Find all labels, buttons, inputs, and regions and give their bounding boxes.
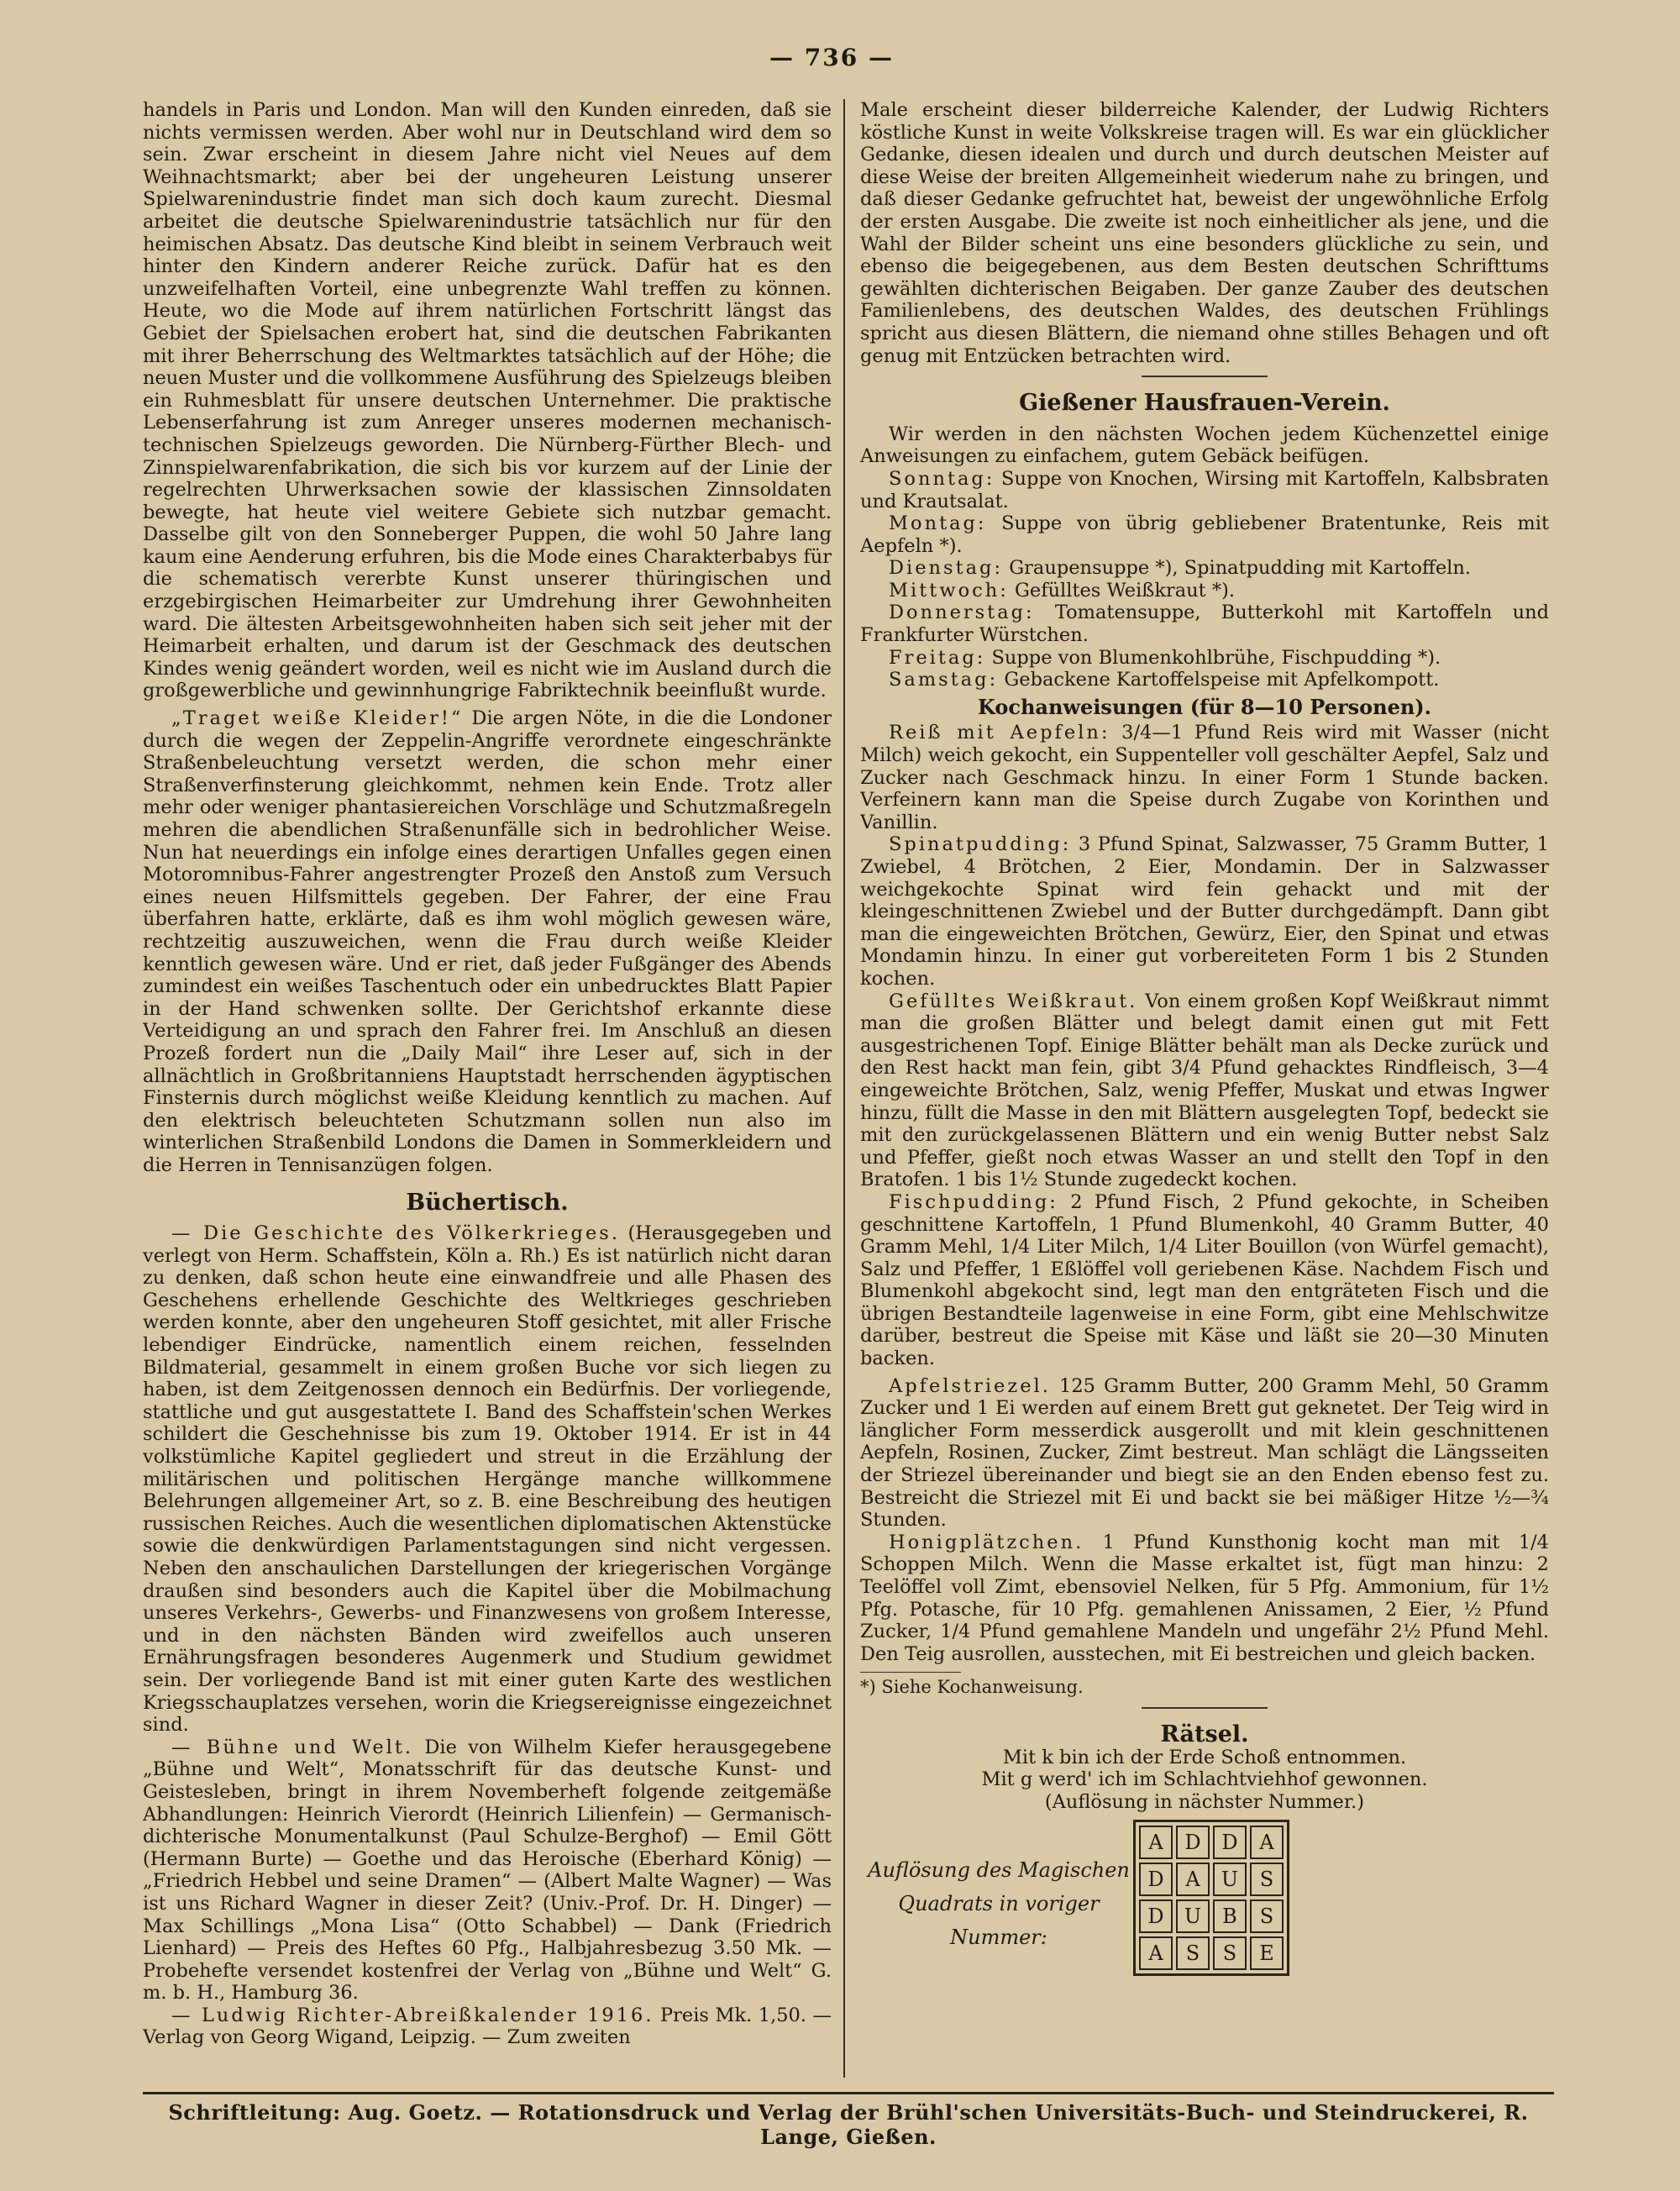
grid-cell: B [1213, 1899, 1247, 1933]
recipe-text: 2 Pfund Fisch, 2 Pfund gekochte, in Scheiben geschnittene Kartoffeln, 1 Pfund Blumenkohl, 40 Gramm Butter, 40 Gramm Mehl, 1/4 Liter Milch, 1/4 Liter Bouillon (von Würfel gemacht), Salz und Pfeffer, 1 Eßlöffel voll geriebenen Käse. Nachdem Fisch und Blumenkohl abgekocht sind, legt man den entgräteten Fisch und die übrigen Bestandteile lagenweise in eine Form, gibt eine Mehlschwitze darüber, bestreut die Speise mit Käse und läßt sie 20—30 Minuten backen. [860, 1190, 1549, 1370]
menu-day: Freitag: [889, 646, 986, 669]
recipe-text: 3 Pfund Spinat, Salzwasser, 75 Gramm Butter, 1 Zwiebel, 4 Brötchen, 2 Eier, Mondamin. Der in Salzwasser weichgekochte Spinat wird fein gehackt und mit der kleingeschnittenen Zwiebel und der Butter durchgedämpft. Dann gibt man die eingeweichten Brötchen, Gewürz, Eier, den Spinat und etwas Mondamin hinzu. In einer gut vorbereiteten Form 1 bis 2 Stunden kochen. [860, 833, 1549, 990]
menu-dishes: Gebackene Kartoffelspeise mit Apfelkompott. [1004, 669, 1440, 691]
grid-cell: A [1139, 1936, 1173, 1970]
menu-day: Dienstag: [889, 557, 1004, 580]
riddle [860, 1721, 1549, 1813]
divider [1142, 1707, 1268, 1709]
footnote-rule [860, 1672, 961, 1673]
grid-cell: U [1176, 1899, 1210, 1933]
menu-item [860, 669, 1549, 691]
imprint-footer: Schriftleitung: Aug. Goetz. — Rotationsdruck und Verlag der Brühl'schen Universitäts-Buch- und Steindruckerei, R. Lange, Gießen. [168, 2100, 1529, 2149]
recipe-name: Apfelstriezel. [889, 1374, 1051, 1397]
menu-item [860, 512, 1549, 557]
recipe [860, 990, 1549, 1191]
magic-square-grid [1133, 1820, 1289, 1976]
book-review [143, 2004, 832, 2049]
grid-cell: S [1213, 1936, 1247, 1970]
book-text: Die von Wilhelm Kiefer herausgegebene „Bühne und Welt“, Monatsschrift für das deutsche Kunst- und Geistesleben, bringt in ihrem Novemberheft folgende zeitgemäße Abhandlungen: Heinrich Vierordt (Heinrich Lilienfein) — Germanisch-dichterische Monumentalkunst (Paul Schulze-Berghof) — Emil Gött (Hermann Burte) — Goethe und das Heroische (Eberhard König) — „Friedrich Hebbel und seine Dramen“ — (Albert Malte Wagner) — Was ist uns Richard Wagner in dieser Zeit? (Univ.-Prof. Dr. H. Dinger) — Max Schillings „Mona Lisa“ (Otto Schabbel) — Dank (Friedrich Lienhard) — Preis des Heftes 60 Pfg., Halbjahresbezug 3.50 Mk. — Probehefte versendet kostenfrei der Verlag von „Bühne und Welt“ G. m. b. H., Hamburg 36. [143, 1736, 832, 2004]
book-text: Preis Mk. 1,50. — Verlag von Georg Wigand, Leipzig. — Zum zweiten [143, 2004, 832, 2049]
book-title: — Die Geschichte des Völkerkrieges. [171, 1222, 620, 1245]
grid-cell: D [1176, 1826, 1210, 1859]
recipe-name: Gefülltes Weißkraut. [889, 990, 1138, 1012]
menu-item [860, 580, 1549, 602]
menu-dishes: Suppe von Knochen, Wirsing mit Kartoffeln, Kalbsbraten und Krautsalat. [860, 467, 1549, 512]
recipe [860, 722, 1549, 833]
article-white-dresses [143, 707, 832, 1176]
menu-item [860, 557, 1549, 580]
menu-item [860, 468, 1549, 512]
menu-item [860, 602, 1549, 646]
footnote: *) Siehe Kochanweisung. [860, 1677, 1084, 1698]
book-review [143, 1737, 832, 2004]
recipe [860, 1191, 1549, 1370]
menu-dishes: Graupensuppe *), Spinatpudding mit Kartoffeln. [1009, 557, 1472, 580]
grid-cell: S [1250, 1899, 1284, 1933]
menu-dishes: Suppe von Blumenkohlbrühe, Fischpudding *). [991, 646, 1441, 669]
recipe-name: Spinatpudding: [889, 833, 1072, 856]
grid-cell: A [1250, 1826, 1284, 1859]
menu-day: Mittwoch: [889, 579, 1009, 602]
recipe [860, 1375, 1549, 1532]
menu-intro: Wir werden in den nächsten Wochen jedem Küchenzettel einige Anweisungen zu einfachem, gutem Gebäck beifügen. [860, 423, 1549, 468]
menu-dishes: Gefülltes Weißkraut *). [1014, 579, 1236, 602]
riddle-line: Mit g werd' ich im Schlachtviehhof gewonnen. [981, 1768, 1428, 1791]
magic-square-solution [860, 1820, 1549, 2042]
grid-cell: A [1176, 1863, 1210, 1896]
book-text: (Herausgegeben und verlegt von Herm. Schaffstein, Köln a. Rh.) Es ist natürlich nicht daran zu denken, daß schon heute eine einwandfreie und alle Phasen des Geschehens erhellende Geschichte des Weltkrieges geschrieben werden konnte, aber den ungeheuren Stoff gesichtet, mit aller Frische lebendiger Eindrücke, namentlich einem reichen, fesselnden Bildmaterial, gesammelt in einem großen Buche vor sich liegen zu haben, ist dem Zeitgenossen dennoch ein Bedürfnis. Der vorliegende, stattliche und gut ausgestattete I. Band des Schaffstein'schen Werkes schildert die Geschehnisse bis zum 19. Oktober 1914. Er ist in 44 volkstümliche Kapitel gegliedert und streut in die Erzählung der militärischen und politischen Hergänge manche willkommene Belehrungen allgemeiner Art, so z. B. eine Beschreibung des heutigen russischen Reiches. Auch die wesentlichen diplomatischen Aktenstücke sowie die denkwürdigen Parlamentstagungen sind nicht vergessen. Neben den anschaulichen Darstellungen der kriegerischen Vorgänge draußen sind besonders auch die Kapitel über die Mobilmachung unseres Verkehrs-, Gewerbs- und Finanzwesens von großem Interesse, und in den nächsten Bänden wird zweifellos auch unseren Ernährungsfragen besonderes Augenmerk und Studium gewidmet sein. Der vorliegende Band ist mit einer guten Karte des westlichen Kriegsschauplatzes versehen, worin die Kriegsereignisse eingezeichnet sind. [143, 1222, 832, 1737]
article-continuation: handels in Paris und London. Man will den Kunden einreden, daß sie nichts vermissen werden. Aber wohl nur in Deutschland wird dem so sein. Zwar erscheint in diesem Jahre nicht viel Neues auf dem Weihnachtsmarkt; aber bei der ungeheuren Leistung unserer Spielwarenindustrie findet man sich doch kaum zurecht. Diesmal arbeitet die deutsche Spielwarenindustrie tatsächlich nur für den heimischen Absatz. Das deutsche Kind bleibt in seinem Verbrauch weit hinter den Kindern anderer Reiche zurück. Dafür hat es den unzweifelhaften Vorteil, eine unbegrenzte Wahl treffen zu können. Heute, wo die Mode auf ihrem natürlichen Fortschritt längst das Gebiet der Spielsachen erobert hat, sind die deutschen Fabrikanten mit ihrer Beherrschung des Weltmarktes tatsächlich auf der Höhe; die neuen Muster und die vollkommene Ausführung des Spielzeugs bleiben ein Ruhmesblatt für unsere deutschen Unternehmer. Die praktische Lebenserfahrung ist zum Anreger unseres modernen mechanisch-technischen Spielzeugs geworden. Die Nürnberg-Fürther Blech- und Zinnspielwarenfabrikation, die sich bis vor kurzem auf der Linie der regelrechten Uhrwerksachen sowie der klassischen Zinnsoldaten bewegte, hat heute viel weitere Gebiete sich nutzbar gemacht. Dasselbe gilt von den Sonneberger Puppen, die wohl 50 Jahre lang kaum eine Aenderung erfuhren, bis die Mode eines Charakterbabys für die schematisch vererbte Kunst unserer thüringischen und erzgebirgischen Heimarbeiter zur Umdrehung ihrer Gewohnheiten ward. Die ältesten Arbeitsgewohnheiten haben sich seit jeher mit der Heimarbeit erhalten, und darum ist der Geschmack des deutschen Kindes wenig geändert worden, weil es nicht wie im Ausland durch die großgewerbliche und gewinnhungrige Fabriktechnik beeinflußt wurde. [143, 99, 832, 702]
menu-day: Samstag: [889, 669, 999, 691]
recipe [860, 833, 1549, 990]
menu-dishes: Tomatensuppe, Butterkohl mit Kartoffeln und Frankfurter Würstchen. [860, 602, 1549, 647]
grid-cell: A [1139, 1826, 1173, 1859]
section-heading-books: Büchertisch. [406, 1189, 569, 1216]
recipe-text: 125 Gramm Butter, 200 Gramm Mehl, 50 Gramm Zucker und 1 Ei werden auf einem Brett gut geknetet. Der Teig wird in länglicher Form messerdick ausgerollt und mit klein geschnittenen Aepfeln, Rosinen, Zucker, Zimt bestreut. Man schlägt die Längsseiten der Striezel übereinander und biegt sie an den Enden ebenso fest zu. Bestreicht die Striezel mit Ei und backt sie bei mäßiger Hitze ½—¾ Stunden. [860, 1374, 1549, 1532]
riddle-line: Mit k bin ich der Erde Schoß entnommen. [1002, 1746, 1407, 1768]
left-column [143, 99, 832, 2078]
recipe [860, 1532, 1549, 1666]
grid-cell: U [1213, 1863, 1247, 1896]
grid-cell: E [1250, 1936, 1284, 1970]
menu-day: Sonntag: [889, 467, 995, 490]
footer-rule [143, 2092, 1554, 2094]
recipes-heading: Kochanweisungen (für 8—10 Personen). [977, 694, 1431, 719]
grid-cell: S [1250, 1863, 1284, 1896]
grid-cell: D [1139, 1899, 1173, 1933]
book-title: — Ludwig Richter-Abreißkalender 1916. [171, 2004, 654, 2026]
section-heading-hausfrauen-verein: Gießener Hausfrauen-Verein. [1019, 390, 1390, 417]
article-body: Die argen Nöte, in die die Londoner durch die wegen der Zeppelin-Angriffe verordnete eingeschränkte Straßenbeleuchtung versetzt werden, die schon mehr einer Straßenverfinsterung gleichkommt, nehmen kein Ende. Trotz aller mehr oder weniger phantasiereichen Vorschläge und Schutzmaßregeln mehren die abendlichen Straßenunfälle sich in bedrohlicher Weise. Nun hat neuerdings ein infolge eines derartigen Unfalles gegen einen Motoromnibus-Fahrer angestrengter Prozeß den Anstoß zum Versuch eines neuen Hilfsmittels gegeben. Der Fahrer, der eine Frau überfahren hatte, erklärte, daß es ihm wohl möglich gewesen wäre, rechtzeitig auszuweichen, wenn die Frau durch weiße Kleider kenntlich gewesen wäre. Und er riet, daß jeder Fußgänger des Abends zumindest ein weißes Taschentuch oder ein unbedrucktes Blatt Papier in der Hand schwenken sollte. Der Gerichtshof erkannte diese Verteidigung an und sprach den Fahrer frei. Im Anschluß an diesen Prozeß fordert nun die „Daily Mail“ ihre Leser auf, sich in der allnächtlich in Großbritanniens Hauptstadt herrschenden ägyptischen Finsternis durch möglichst weiße Kleidung kenntlich zu machen. Auf den elektrisch beleuchteten Schutzmann sollen nun also im winterlichen Straßenbild Londons die Damen in Sommerkleidern und die Herren in Tennisanzügen folgen. [143, 707, 832, 1176]
article-continuation: Male erscheint dieser bilderreiche Kalender, der Ludwig Richters köstliche Kunst in weite Volkskreise tragen will. Es war ein glücklicher Gedanke, diesen idealen und durch und durch deutschen Meister auf diese Weise der breiten Allgemeinheit wiederum nahe zu bringen, und daß dieser Gedanke gefruchtet hat, beweist der ungewöhnliche Erfolg der ersten Ausgabe. Die zweite ist noch einheitlicher als jene, und die Wahl der Bilder scheint uns eine besonders glückliche zu sein, und ebenso die beigegebenen, aus dem Besten deutschen Schrifttums gewählten dichterischen Beigaben. Der ganze Zauber des deutschen Familienlebens, des deutschen Waldes, des deutschen Frühlings spricht aus diesen Blättern, die niemand ohne stilles Behagen und oft genug mit Entzücken betrachten wird. [860, 99, 1549, 367]
column-divider [843, 99, 845, 2078]
solution-label: Auflösung des Magischen Quadrats in voriger Nummer: [868, 1858, 1130, 1950]
grid-cell: S [1176, 1936, 1210, 1970]
riddle-note: (Auflösung in nächster Nummer.) [1044, 1790, 1365, 1813]
recipe-name: Fischpudding: [889, 1190, 1058, 1213]
menu-item [860, 647, 1549, 670]
recipe-name: Reiß mit Aepfeln: [889, 722, 1110, 744]
recipe-text: Von einem großen Kopf Weißkraut nimmt man die großen Blätter und belegt damit einen gut mit Fett ausgestrichenen Topf. Einige Blätter behält man als Decke zurück und den Rest hackt man fein, gibt 3/4 Pfund gehacktes Rindfleisch, 3—4 eingeweichte Brötchen, Salz, wenig Pfeffer, Muskat und etwas Ingwer hinzu, füllt die Masse in den mit Blättern ausgelegten Topf, bedeckt sie mit den zurückgelassenen Blättern und ein wenig Butter nebst Salz und Pfeffer, gießt noch etwas Wasser an und stellt den Topf in den Bratofen. 1 bis 1½ Stunde zugedeckt kochen. [860, 990, 1549, 1191]
grid-cell: D [1213, 1826, 1247, 1859]
right-column [860, 99, 1549, 2078]
book-review [143, 1222, 832, 1737]
menu-day: Montag: [889, 512, 987, 535]
recipe-text: 1 Pfund Kunsthonig kocht man mit 1/4 Schoppen Milch. Wenn die Masse erkaltet ist, fügt man hinzu: 2 Teelöffel voll Zimt, ebensoviel Nelken, für 5 Pfg. Ammonium, für 1½ Pfg. Potasche, für 10 Pfg. gemahlenen Anissamen, 2 Eier, ½ Pfund Zucker, 1/4 Pfund gemahlene Mandeln und ungefähr 2½ Pfund Mehl. Den Teig ausrollen, ausstechen, mit Ei bestreichen und gleich backen. [860, 1531, 1549, 1665]
grid-cell: D [1139, 1863, 1173, 1896]
recipe-text: 3/4—1 Pfund Reis wird mit Wasser (nicht Milch) weich gekocht, ein Suppenteller voll geschälter Aepfel, Salz und Zucker nach Geschmack hinzu. In einer Form 1 Stunde backen. Verfeinern kann man die Speise durch Zugabe von Korinthen und Vanillin. [860, 722, 1549, 833]
article-title: „Traget weiße Kleider!“ [171, 707, 464, 730]
book-title: — Bühne und Welt. [171, 1736, 414, 1758]
page-number: — 736 — [769, 44, 894, 71]
menu-dishes: Suppe von übrig gebliebener Bratentunke, Reis mit Aepfeln *). [860, 512, 1549, 557]
menu-day: Donnerstag: [889, 602, 1035, 624]
recipe-name: Honigplätzchen. [889, 1531, 1084, 1553]
divider [1142, 376, 1268, 377]
riddle-title: Rätsel. [1160, 1721, 1249, 1747]
